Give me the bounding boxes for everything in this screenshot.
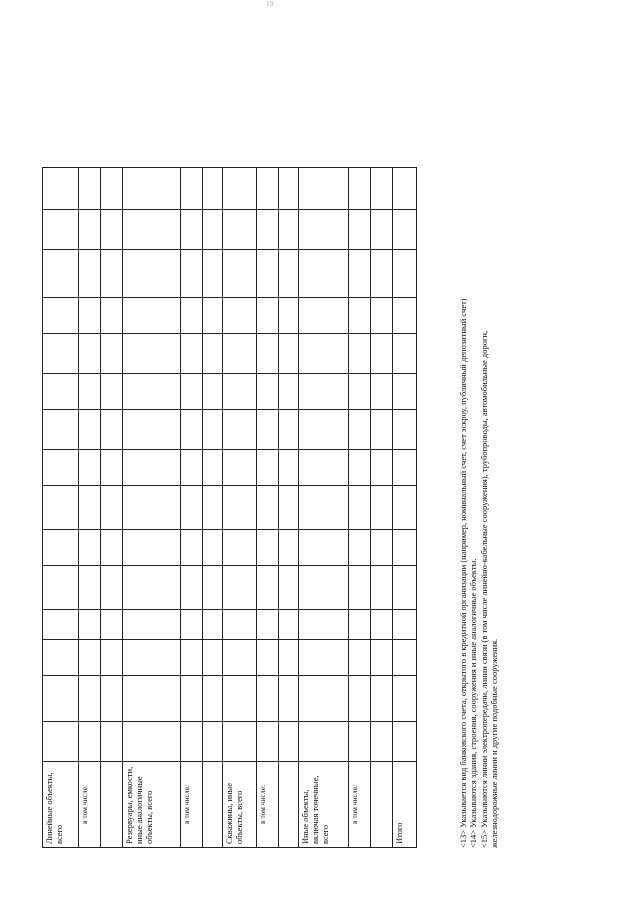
row-label: Скважины, иные объекты, всего	[223, 762, 257, 848]
table-cell	[79, 298, 101, 334]
table-cell	[393, 374, 417, 410]
table-cell	[203, 168, 223, 210]
table-cell	[257, 210, 279, 250]
table-row	[299, 168, 349, 848]
table-cell	[203, 210, 223, 250]
table-cell	[371, 530, 393, 566]
table-cell	[393, 298, 417, 334]
table-cell	[349, 676, 371, 722]
page-number: 10	[266, 0, 273, 8]
table-cell	[43, 566, 79, 610]
table-row	[257, 168, 279, 848]
table-cell	[223, 722, 257, 762]
table-cell	[257, 450, 279, 486]
row-label: в том числе:	[257, 762, 279, 848]
table-cell	[279, 410, 299, 450]
table-cell	[257, 530, 279, 566]
table-cell	[123, 210, 181, 250]
table-cell	[257, 410, 279, 450]
table-row	[43, 168, 79, 848]
table-row	[203, 168, 223, 848]
table-cell	[181, 566, 203, 610]
table-cell	[223, 410, 257, 450]
table-cell	[79, 334, 101, 374]
table-cell	[181, 168, 203, 210]
table-cell	[43, 298, 79, 334]
table-cell	[101, 530, 123, 566]
table-cell	[203, 566, 223, 610]
table-cell	[123, 168, 181, 210]
table-cell	[223, 640, 257, 676]
table-cell	[123, 676, 181, 722]
table-cell	[123, 250, 181, 298]
table-cell	[203, 334, 223, 374]
table-cell	[371, 450, 393, 486]
table-cell	[223, 210, 257, 250]
table-cell	[79, 168, 101, 210]
table-cell	[349, 334, 371, 374]
table-cell	[279, 334, 299, 374]
table-cell	[79, 486, 101, 530]
table-cell	[299, 374, 349, 410]
table-cell	[223, 676, 257, 722]
table-cell	[279, 530, 299, 566]
table-cell	[393, 450, 417, 486]
table-cell	[349, 210, 371, 250]
table-cell	[279, 486, 299, 530]
table-row	[393, 168, 417, 848]
table-cell	[299, 298, 349, 334]
row-label: в том числе:	[79, 762, 101, 848]
table-cell	[101, 168, 123, 210]
table-cell	[43, 450, 79, 486]
table-cell	[279, 298, 299, 334]
table-cell	[123, 486, 181, 530]
table-cell	[101, 334, 123, 374]
table-cell	[257, 640, 279, 676]
table-cell	[181, 676, 203, 722]
table-cell	[349, 610, 371, 640]
table-cell	[123, 640, 181, 676]
table-cell	[203, 722, 223, 762]
table-cell	[257, 298, 279, 334]
table-cell	[123, 298, 181, 334]
table-cell	[223, 250, 257, 298]
table-cell	[371, 610, 393, 640]
table-cell	[101, 676, 123, 722]
table-cell	[79, 450, 101, 486]
table-cell	[203, 676, 223, 722]
table-cell	[79, 410, 101, 450]
footnotes	[458, 198, 499, 848]
table-cell	[223, 298, 257, 334]
table-cell	[223, 450, 257, 486]
table-cell	[393, 210, 417, 250]
row-label: Линейные объекты, всего	[43, 762, 79, 848]
table-cell	[223, 374, 257, 410]
table-cell	[279, 566, 299, 610]
table-cell	[203, 374, 223, 410]
table-cell	[349, 566, 371, 610]
table-cell	[257, 722, 279, 762]
table-cell	[279, 610, 299, 640]
table-cell	[101, 374, 123, 410]
table-cell	[279, 210, 299, 250]
table-cell	[393, 334, 417, 374]
table-cell	[257, 334, 279, 374]
table-cell	[43, 722, 79, 762]
table-cell	[203, 486, 223, 530]
table-cell	[43, 676, 79, 722]
table-cell	[371, 210, 393, 250]
table-cell	[43, 374, 79, 410]
table-cell	[79, 210, 101, 250]
table-cell	[181, 722, 203, 762]
data-table	[42, 167, 417, 848]
table-cell	[371, 640, 393, 676]
table-cell	[181, 450, 203, 486]
table-cell	[371, 676, 393, 722]
table-cell	[257, 374, 279, 410]
footnote-13: <13> Указывается вид банковского счета, открытого в кредитной организации (например, номинальный счет, счет эскроу, публичный депозитный счет)	[458, 298, 468, 848]
table-cell	[203, 250, 223, 298]
table-cell	[79, 250, 101, 298]
table-cell	[181, 374, 203, 410]
table-cell	[181, 250, 203, 298]
footnote-15: <15> Указываются линии электропередачи, линии связи (в том числе линейно-кабельные сооружения), трубопроводы, автомобильные дороги,	[478, 330, 489, 848]
table-cell	[393, 640, 417, 676]
table-cell	[203, 450, 223, 486]
table-cell	[123, 722, 181, 762]
table-cell	[203, 410, 223, 450]
table-cell	[43, 168, 79, 210]
table-cell	[349, 722, 371, 762]
table-cell	[393, 168, 417, 210]
table-cell	[101, 210, 123, 250]
table-cell	[393, 486, 417, 530]
table-cell	[349, 298, 371, 334]
table-cell	[393, 566, 417, 610]
table-cell	[257, 610, 279, 640]
table-cell	[101, 566, 123, 610]
table-cell	[279, 640, 299, 676]
row-label: в том числе:	[349, 762, 371, 848]
table-cell	[223, 530, 257, 566]
table-cell	[203, 530, 223, 566]
table-cell	[299, 450, 349, 486]
table-cell	[257, 676, 279, 722]
table-cell	[223, 486, 257, 530]
table-cell	[371, 168, 393, 210]
row-label	[371, 762, 393, 848]
table-cell	[181, 610, 203, 640]
table-cell	[123, 374, 181, 410]
table-cell	[299, 610, 349, 640]
table-row	[223, 168, 257, 848]
table-cell	[393, 722, 417, 762]
table-cell	[101, 298, 123, 334]
table-cell	[349, 410, 371, 450]
table-cell	[181, 640, 203, 676]
table-cell	[349, 168, 371, 210]
table-cell	[371, 374, 393, 410]
table-cell	[101, 640, 123, 676]
table-cell	[257, 486, 279, 530]
table-cell	[43, 640, 79, 676]
table-cell	[181, 210, 203, 250]
table-body	[43, 168, 417, 848]
table-cell	[79, 640, 101, 676]
row-label: Итого	[393, 762, 417, 848]
table-cell	[43, 250, 79, 298]
table-cell	[203, 298, 223, 334]
row-label	[101, 762, 123, 848]
table-cell	[279, 676, 299, 722]
table-cell	[101, 410, 123, 450]
table-cell	[123, 530, 181, 566]
table-cell	[371, 334, 393, 374]
table-cell	[43, 486, 79, 530]
table-cell	[101, 450, 123, 486]
table-cell	[123, 334, 181, 374]
table-cell	[101, 722, 123, 762]
table-cell	[299, 486, 349, 530]
footnote-15-cont: железнодорожные линии и другие подобные сооружения.	[489, 638, 500, 848]
table-cell	[299, 250, 349, 298]
table-cell	[299, 410, 349, 450]
table-cell	[223, 334, 257, 374]
table-row	[279, 168, 299, 848]
table-cell	[371, 410, 393, 450]
table-cell	[393, 676, 417, 722]
table-cell	[349, 530, 371, 566]
table-cell	[181, 486, 203, 530]
table-cell	[123, 610, 181, 640]
row-label: в том числе:	[181, 762, 203, 848]
table-cell	[371, 298, 393, 334]
table-cell	[371, 566, 393, 610]
table-cell	[203, 610, 223, 640]
rotated-page	[40, 180, 520, 900]
table-cell	[43, 530, 79, 566]
row-label	[203, 762, 223, 848]
table-row	[349, 168, 371, 848]
table-cell	[101, 250, 123, 298]
table-cell	[123, 410, 181, 450]
table-row	[101, 168, 123, 848]
table-cell	[299, 210, 349, 250]
table-cell	[349, 640, 371, 676]
table-cell	[299, 530, 349, 566]
table-cell	[223, 566, 257, 610]
table-cell	[299, 566, 349, 610]
table-cell	[203, 640, 223, 676]
table-cell	[349, 250, 371, 298]
table-cell	[257, 168, 279, 210]
table-cell	[79, 374, 101, 410]
table-cell	[43, 210, 79, 250]
table-cell	[79, 676, 101, 722]
table-cell	[79, 530, 101, 566]
table-cell	[181, 334, 203, 374]
table-row	[79, 168, 101, 848]
table-cell	[299, 722, 349, 762]
table-cell	[349, 450, 371, 486]
table-cell	[181, 530, 203, 566]
table-row	[123, 168, 181, 848]
table-cell	[181, 298, 203, 334]
table-cell	[299, 168, 349, 210]
table-cell	[43, 610, 79, 640]
table-cell	[223, 168, 257, 210]
table-cell	[279, 722, 299, 762]
table-cell	[223, 610, 257, 640]
table-cell	[79, 722, 101, 762]
table-cell	[279, 250, 299, 298]
table-cell	[299, 676, 349, 722]
table-cell	[371, 250, 393, 298]
table-cell	[299, 334, 349, 374]
table-cell	[123, 450, 181, 486]
table-cell	[79, 566, 101, 610]
row-label	[279, 762, 299, 848]
table-cell	[43, 410, 79, 450]
table-cell	[393, 410, 417, 450]
table-cell	[101, 610, 123, 640]
table-cell	[349, 486, 371, 530]
table-cell	[279, 374, 299, 410]
footnote-14: <14> Указываются здания, строения, сооружения и иные аналогичные объекты.	[468, 558, 479, 848]
table-row	[181, 168, 203, 848]
table-cell	[43, 334, 79, 374]
table-cell	[101, 486, 123, 530]
table-cell	[181, 410, 203, 450]
table-cell	[299, 640, 349, 676]
table-cell	[79, 610, 101, 640]
table-cell	[371, 722, 393, 762]
table-cell	[349, 374, 371, 410]
table-cell	[371, 486, 393, 530]
table-cell	[123, 566, 181, 610]
table-cell	[393, 250, 417, 298]
row-label: Резервуары, емкости, иные аналогичные объекты, всего	[123, 762, 181, 848]
table-cell	[279, 450, 299, 486]
table-row	[371, 168, 393, 848]
table-cell	[393, 530, 417, 566]
table-cell	[393, 610, 417, 640]
table-cell	[279, 168, 299, 210]
table-cell	[257, 566, 279, 610]
row-label: Иные объекты, включая точечные, всего	[299, 762, 349, 848]
table-cell	[257, 250, 279, 298]
